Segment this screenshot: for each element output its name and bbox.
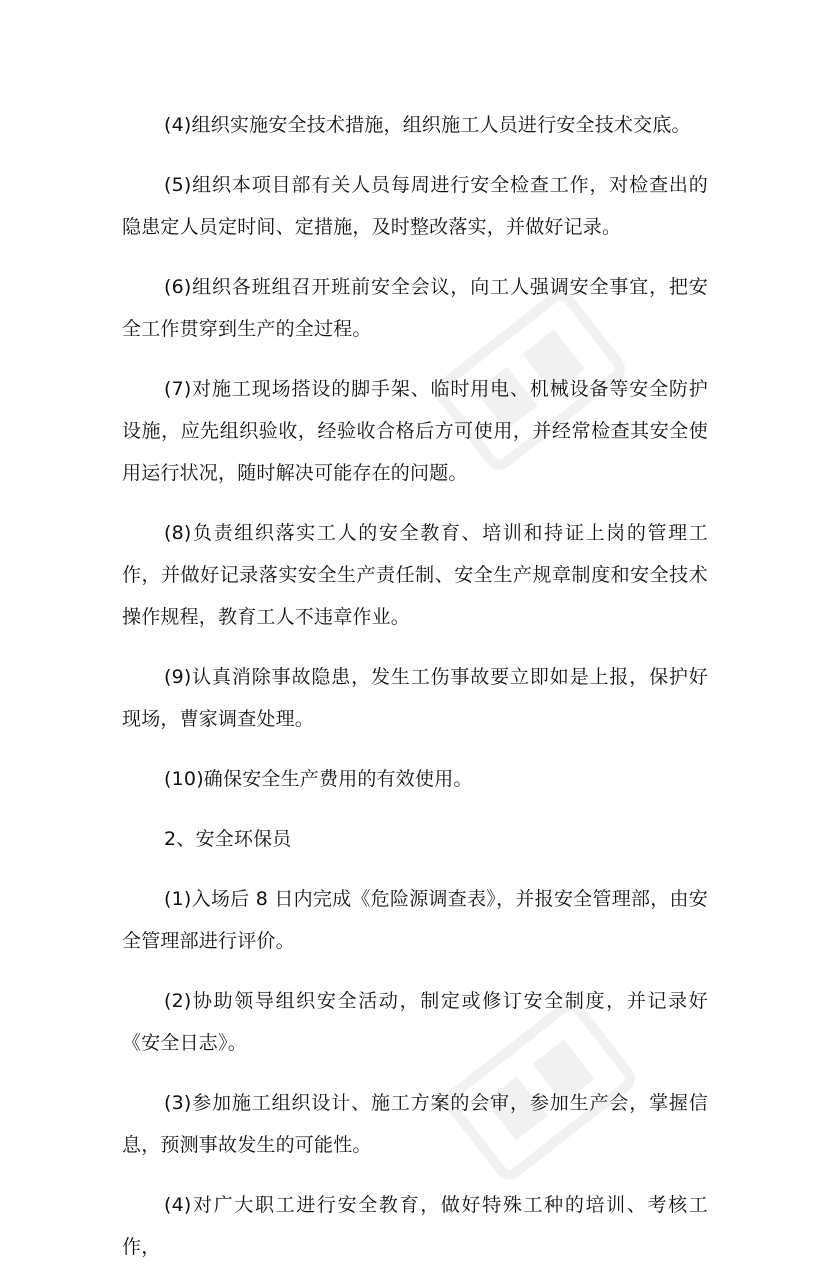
- paragraph: (7)对施工现场搭设的脚手架、临时用电、机械设备等安全防护设施，应先组织验收，经验收合格后方可使用，并经常检查其安全使用运行状况，随时解决可能存在的问题。: [122, 378, 708, 484]
- paragraph: (4)对广大职工进行安全教育，做好特殊工种的培训、考核工作，: [122, 1194, 708, 1258]
- document-body: [122, 104, 708, 1286]
- section-heading: 2、安全环保员: [164, 828, 292, 850]
- paragraph: (4)组织实施安全技术措施，组织施工人员进行安全技术交底。: [164, 114, 691, 136]
- paragraph: (2)协助领导组织安全活动，制定或修订安全制度，并记录好《安全日志》。: [122, 990, 708, 1054]
- paragraph: (5)组织本项目部有关人员每周进行安全检查工作，对检查出的隐患定人员定时间、定措施，及时整改落实，并做好记录。: [122, 174, 708, 238]
- paragraph: (9)认真消除事故隐患，发生工伤事故要立即如是上报，保护好现场，曹家调查处理。: [122, 666, 708, 730]
- paragraph: (1)入场后 8 日内完成《危险源调查表》，并报安全管理部，由安全管理部进行评价。: [122, 888, 708, 952]
- paragraph: (6)组织各班组召开班前安全会议，向工人强调安全事宜，把安全工作贯穿到生产的全过程。: [122, 276, 708, 340]
- paragraph: (10)确保安全生产费用的有效使用。: [164, 768, 473, 790]
- paragraph: (8)负责组织落实工人的安全教育、培训和持证上岗的管理工作，并做好记录落实安全生产责任制、安全生产规章制度和安全技术操作规程，教育工人不违章作业。: [122, 522, 708, 628]
- paragraph: (3)参加施工组织设计、施工方案的会审，参加生产会，掌握信息，预测事故发生的可能性。: [122, 1092, 708, 1156]
